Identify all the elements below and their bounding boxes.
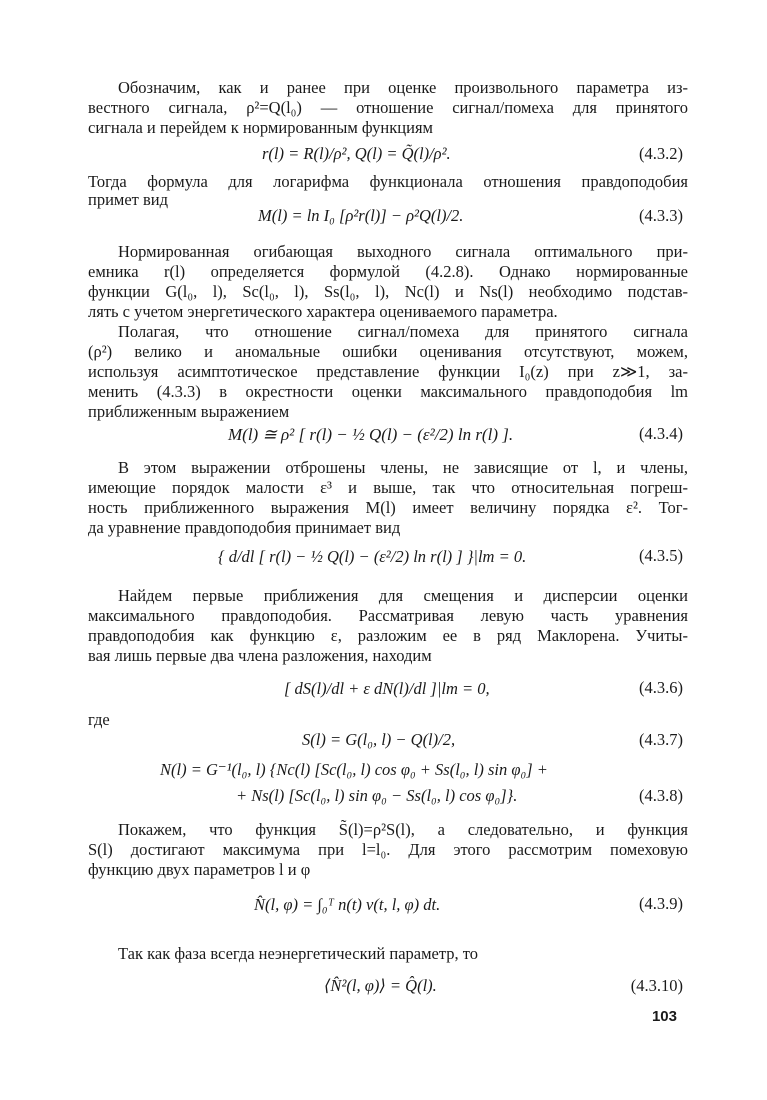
equation-number: (4.3.8) [639, 786, 683, 805]
text-line: Обозначим, как и ранее при оценке произвольного параметра из- [118, 78, 688, 97]
equation-4-3-7: S(l) = G(l₀, l) − Q(l)/2, [302, 730, 456, 749]
equation-number: (4.3.9) [639, 894, 683, 913]
equation-number: (4.3.5) [639, 546, 683, 565]
text-line: Нормированная огибающая выходного сигнала оптимального при- [118, 242, 688, 261]
text-line: ность приближенного выражения M(l) имеет величину порядка ε². Тог- [88, 498, 688, 517]
equation-number: (4.3.6) [639, 678, 683, 697]
equation-number: (4.3.3) [639, 206, 683, 225]
equation-4-3-9: N̂(l, φ) = ∫₀ᵀ n(t) v(t, l, φ) dt. [254, 895, 441, 914]
text-line: Тогда формула для логарифма функционала отношения правдоподобия [88, 172, 688, 191]
text-line: вая лишь первые два члена разложения, находим [88, 646, 432, 665]
text-line: сигнала и перейдем к нормированным функциям [88, 118, 433, 137]
equation-number: (4.3.4) [639, 424, 683, 443]
text-line: функцию двух параметров l и φ [88, 860, 311, 879]
text-line: (ρ²) велико и аномальные ошибки оценивания отсутствуют, можем, [88, 342, 688, 361]
equation-number: (4.3.7) [639, 730, 683, 749]
where-label: где [88, 710, 110, 729]
text-line: емника r(l) определяется формулой (4.2.8). Однако нормированные [88, 262, 688, 281]
text-line: В этом выражении отброшены члены, не зависящие от l, и члены, [118, 458, 688, 477]
equation-4-3-6: [ dS(l)/dl + ε dN(l)/dl ]|lm = 0, [284, 679, 490, 698]
text-line: вестного сигнала, ρ²=Q(l₀) — отношение сигнал/помеха для принятого [88, 98, 688, 117]
text-line: да уравнение правдоподобия принимает вид [88, 518, 401, 537]
equation-4-3-10: ⟨N̂²(l, φ)⟩ = Q̂(l). [324, 976, 437, 995]
equation-4-3-5: { d/dl [ r(l) − ½ Q(l) − (ε²/2) ln r(l) ] }|lm = 0. [218, 547, 527, 566]
text-line: примет вид [88, 190, 169, 209]
text-line: Покажем, что функция S̃(l)=ρ²S(l), а следовательно, и функция [118, 820, 688, 839]
text-line: Найдем первые приближения для смещения и дисперсии оценки [118, 586, 688, 605]
equation-4-3-8-line2: + Ns(l) [Sc(l₀, l) sin φ₀ − Ss(l₀, l) cos φ₀]}. [236, 786, 518, 805]
equation-4-3-3: M(l) = ln I₀ [ρ²r(l)] − ρ²Q(l)/2. [258, 206, 464, 225]
text-line: правдоподобия как функцию ε, разложим ее в ряд Маклорена. Учиты- [88, 626, 688, 645]
text-line: Так как фаза всегда неэнергетический параметр, то [118, 944, 479, 963]
equation-4-3-8-line1: N(l) = G⁻¹(l₀, l) {Nc(l) [Sc(l₀, l) cos φ₀ + Ss(l₀, l) sin φ₀] + [160, 760, 548, 779]
text-line: используя асимптотическое представление функции I₀(z) при z≫1, за- [88, 362, 688, 381]
equation-number: (4.3.2) [639, 144, 683, 163]
text-line: максимального правдоподобия. Рассматривая левую часть уравнения [88, 606, 688, 625]
text-line: менить (4.3.3) в окрестности оценки максимального правдоподобия lm [88, 382, 688, 401]
text-line: лять с учетом энергетического характера оцениваемого параметра. [88, 302, 558, 321]
text-line: Полагая, что отношение сигнал/помеха для принятого сигнала [118, 322, 688, 341]
equation-number: (4.3.10) [630, 976, 683, 995]
equation-4-3-2: r(l) = R(l)/ρ², Q(l) = Q̃(l)/ρ². [262, 144, 451, 163]
equation-4-3-4: M(l) ≅ ρ² [ r(l) − ½ Q(l) − (ε²/2) ln r(l) ]. [228, 425, 514, 444]
text-line: приближенным выражением [88, 402, 290, 421]
text-line: функции G(l₀, l), Sc(l₀, l), Ss(l₀, l), Nc(l) и Ns(l) необходимо подстав- [88, 282, 688, 301]
text-line: имеющие порядок малости ε³ и выше, так что относительная погреш- [88, 478, 688, 497]
text-line: S(l) достигают максимума при l=l₀. Для этого рассмотрим помеховую [88, 840, 688, 859]
page-number: 103 [651, 1008, 677, 1025]
